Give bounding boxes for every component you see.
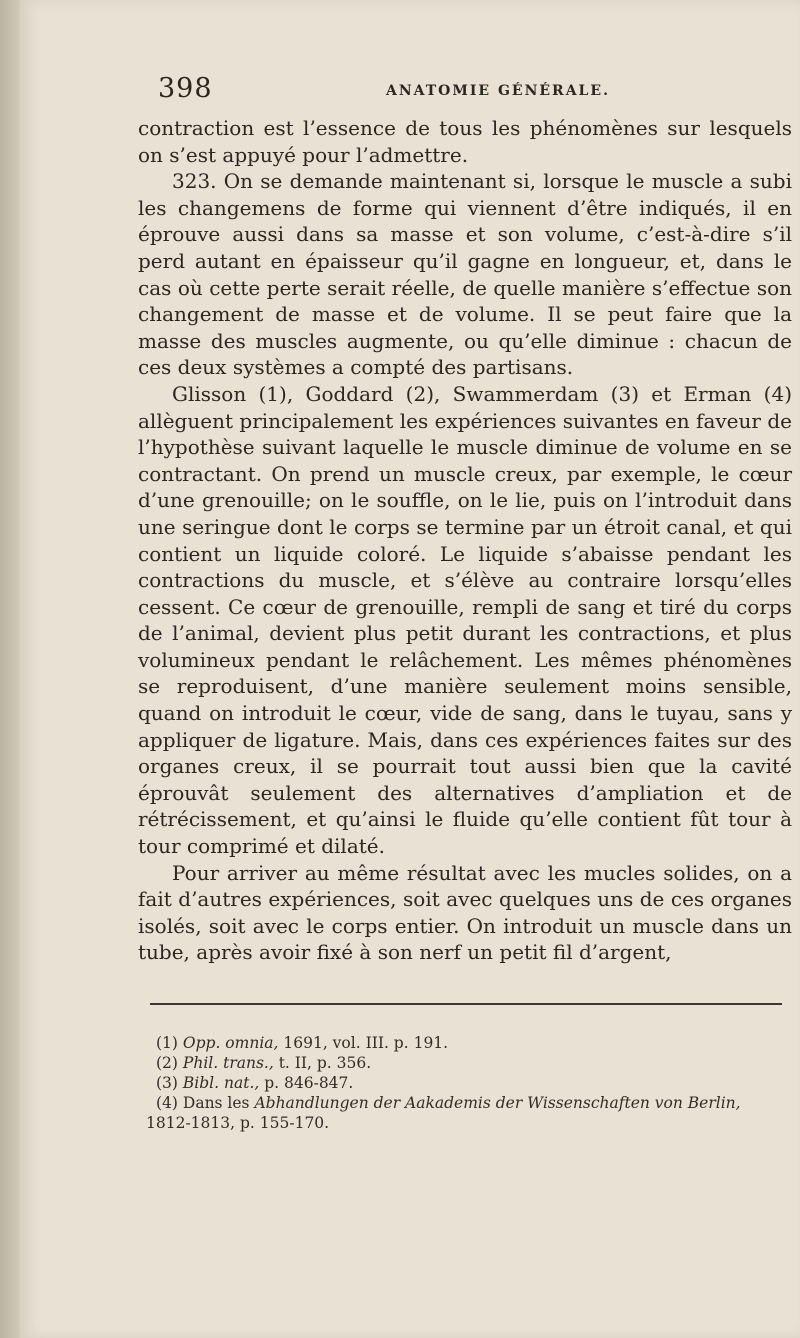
page-content [138,73,792,1133]
book-page [20,0,800,1338]
footnote-detail: t. II, p. 356. [273,1054,372,1072]
footnote-title: Abhandlungen der Aakademis der Wissenschaften von Berlin, [254,1094,741,1112]
footnote-detail: 1691, vol. III. p. 191. [278,1034,449,1052]
paragraph-solid-muscles: Pour arriver au même résultat avec les mucles solides, on a fait d’autres expériences, soit avec quelques uns de ces organes isolés, soit avec le corps entier. On introduit un muscle dans un tube, après avoir fixé à son nerf un petit fil d’argent, [138,860,792,965]
footnote-title: Phil. trans., [182,1054,274,1072]
paragraph-323: 323. On se demande maintenant si, lorsque le muscle a subi les changemens de forme qui viennent d’être indiqués, il en éprouve aussi dans sa masse et son volume, c’est-à-dire s’il perd autant en épaisseur qu’il gagne en longueur, et, dans le cas où cette perte serait réelle, de quelle manière s’effectue son changement de masse et de volume. Il se peut faire que la masse des muscles augmente, ou qu’elle diminue : chacun de ces deux systèmes a compté des partisans. [138,169,792,380]
footnote-1 [146,1033,786,1053]
footnote-marker: (4) [156,1094,178,1112]
footnote-rule [150,1003,782,1005]
footnote-marker: (3) [156,1074,178,1092]
footnote-title: Opp. omnia, [182,1034,279,1052]
scan-edge [0,0,20,1338]
page-header [138,73,792,115]
footnote-detail: p. 846-847. [259,1074,354,1092]
footnote-marker: (2) [156,1054,178,1072]
footnote-4 [146,1093,786,1113]
paragraph-glisson: Glisson (1), Goddard (2), Swammerdam (3) et Erman (4) allèguent principalement les expériences suivantes en faveur de l’hypothèse suivant laquelle le muscle diminue de volume en se contractant. On prend un muscle creux, par exemple, le cœur d’une grenouille; on le souffle, on le lie, puis on l’introduit dans une seringue dont le corps se termine par un étroit canal, et qui contient un liquide coloré. Le liquide s’abaisse pendant les contractions du muscle, et s’élève au contraire lorsqu’elles cessent. Ce cœur de grenouille, rempli de sang et tiré du corps de l’animal, devient plus petit durant les contractions, et plus volumineux pendant le relâchement. Les mêmes phénomènes se reproduisent, d’une manière seulement moins sensible, quand on introduit le cœur, vide de sang, dans le tuyau, sans y appliquer de ligature. Mais, dans ces expériences faites sur des organes creux, il se pourrait tout aussi bien que la cavité éprouvât seulement des alternatives d’ampliation et de rétrécissement, et qu’ainsi le fluide qu’elle contient fût tour à tour comprimé et dilaté. [138,381,792,859]
body-text [138,115,792,966]
footnote-2 [146,1053,786,1073]
footnote-4-continuation: 1812-1813, p. 155-170. [146,1114,330,1132]
footnotes [146,1033,786,1133]
page-number: 398 [158,73,213,104]
footnote-prefix: Dans les [177,1094,255,1112]
running-head: ANATOMIE GÉNÉRALE. [386,83,610,99]
footnote-3 [146,1073,786,1093]
footnote-marker: (1) [156,1034,178,1052]
paragraph-continuation: contraction est l’essence de tous les phénomènes sur lesquels on s’est appuyé pour l’admettre. [138,116,792,167]
footnote-title: Bibl. nat., [182,1074,260,1092]
